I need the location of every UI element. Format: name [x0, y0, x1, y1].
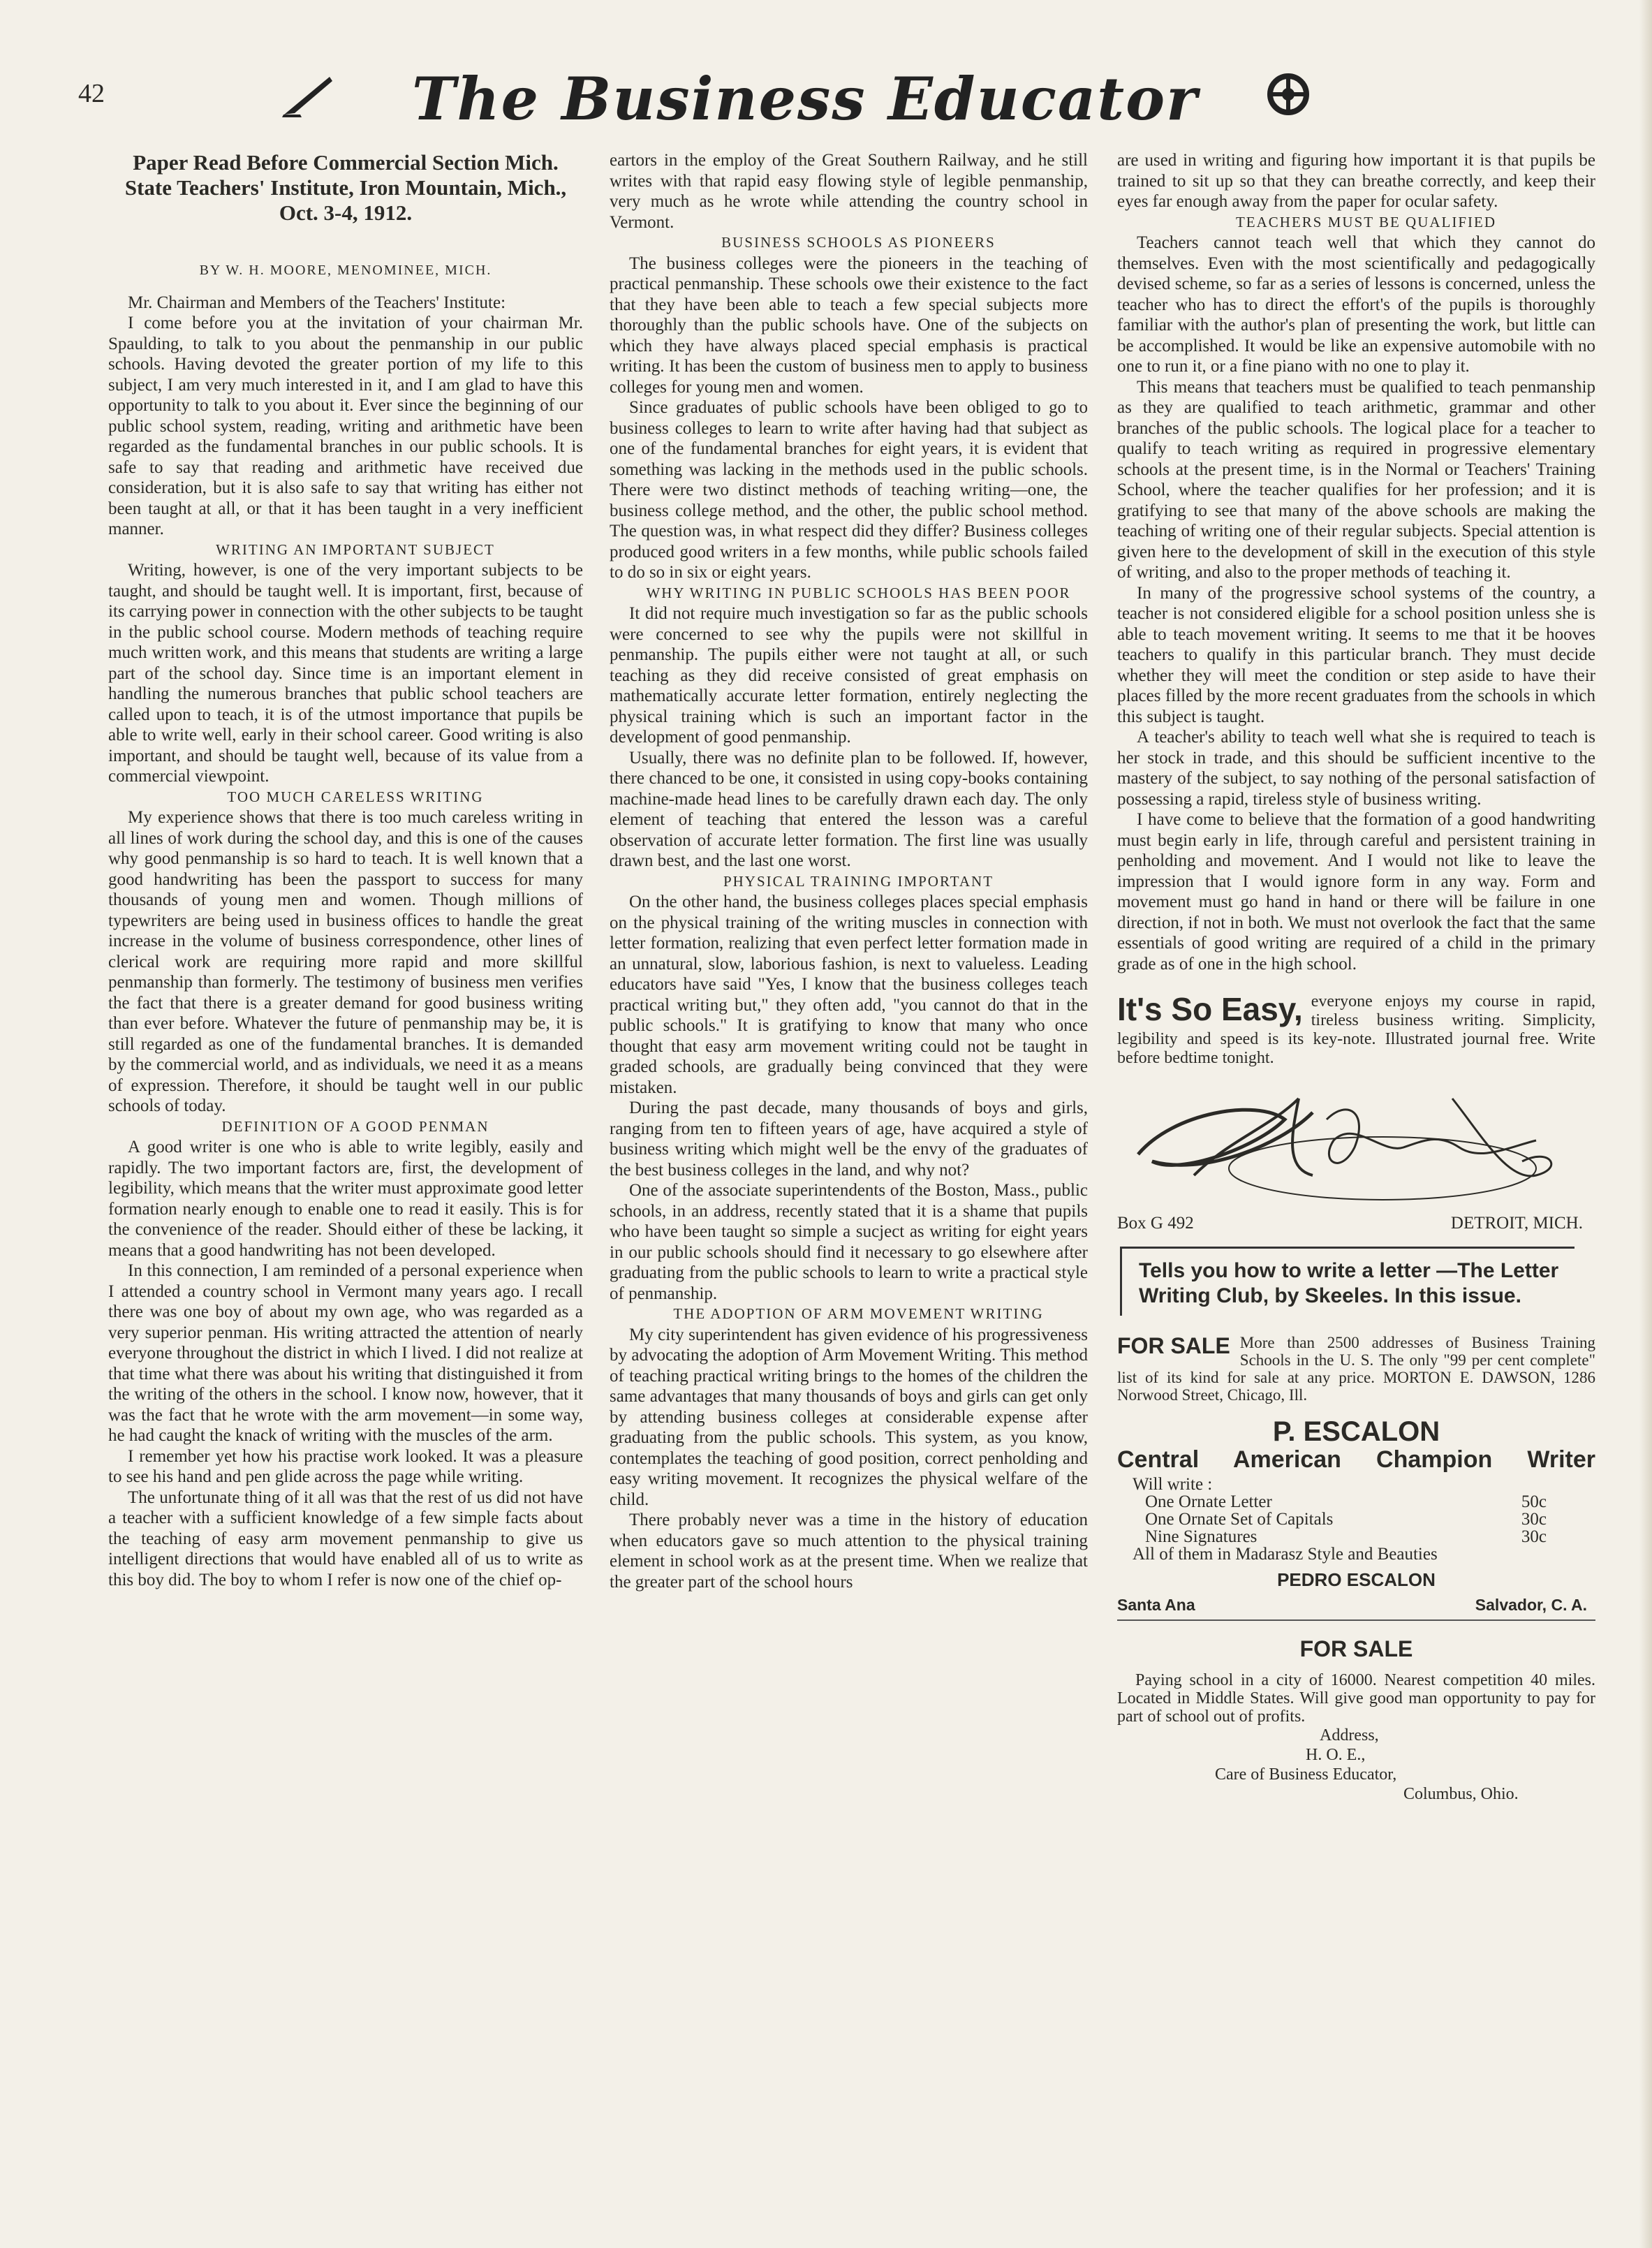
- ad-escalon-item-price: 30c: [1521, 1510, 1547, 1529]
- paragraph: Mr. Chairman and Members of the Teachers' Institute:: [128, 293, 506, 312]
- ad-for-sale-2-text: Paying school in a city of 16000. Nearest competition 40 miles. Located in Middle States. Will give good man opportunity to pay for part of school out of profits.: [1117, 1670, 1595, 1726]
- paragraph: I remember yet how his practise work looked. It was a pleasure to see his hand and pen glide across the page while writing.: [108, 1446, 583, 1486]
- ad-its-so-easy: [1117, 992, 1595, 1068]
- paragraph: The business colleges were the pioneers in the teaching of practical penmanship. These schools owe their existence to the fact that they have been able to teach a few special subjects more thoroughly than the public schools have. One of the subjects on which they have always placed special emphasis is practical writing. It has been the custom of business men to apply to business colleges for young men and women.: [610, 254, 1088, 397]
- column-1: [108, 150, 583, 2175]
- box-city: DETROIT, MICH.: [1450, 1214, 1583, 1233]
- paragraph: My experience shows that there is too much careless writing in all lines of work during the school day, and this is one of the causes why good penmanship is so hard to teach. It is well known that a good handwriting has been the passport to success for many thousands of young men and women. Though millions of typewriters are being used in business offices to handle the great increase in the volume of business correspondence, other lines of clerical work are requiring more rapid and more skillful penmanship than formerly. The testimony of business men verifies the fact that there is a greater demand for good business writing than ever before. Whatever the future of penmanship may be, it is still regarded as one of the fundamental branches. It is demanded by the commercial world, and as individuals, we need it as a means of expression. Therefore, it should be taught well in our public schools of today.: [108, 808, 583, 1115]
- ad-escalon-place-right: Salvador, C. A.: [1475, 1595, 1587, 1614]
- paragraph: I have come to believe that the formation of a good handwriting must begin early in life, through careful and persistent training in penholding and movement. And I would not like to leave the impression that I would ignore form in any way. Form and movement must go hand in hand or there will be failure in one direction, if not in both. We must not overlook the fact that the same essentials of good writing are required of a child in the primary grade as of one in the high school.: [1117, 810, 1595, 974]
- paragraph: In this connection, I am reminded of a personal experience when I attended a country school in Vermont many years ago. I recall there was one boy of about my own age, who was regarded as a very superior penman. His writing attracted the attention of nearly everyone throughout the district in which I lived. I did not realize at that time what there was about his writing that distinguished it from the writing of the others in the school. I know now, however, that it was the fact that he wrote with the arm movement—in some way, he had caught the knack of writing with the muscles of the arm.: [108, 1261, 583, 1445]
- ad-tells-box: Tells you how to write a letter —The Letter Writing Club, by Skeeles. In this issue.: [1120, 1247, 1574, 1316]
- masthead-title: The Business Educator: [412, 64, 1199, 133]
- column-2-body: [610, 150, 1088, 1592]
- section-heading: BUSINESS SCHOOLS AS PIONEERS: [721, 234, 996, 251]
- ad-escalon-item-label: One Ornate Set of Capitals: [1145, 1510, 1334, 1529]
- ad-for-sale-2-address-label: Address,: [1320, 1726, 1379, 1744]
- paragraph: are used in writing and figuring how important it is that pupils be trained to sit up so that they can breathe correctly, and keep their eyes far enough away from the paper for ocular safety.: [1117, 151, 1595, 211]
- box-number: Box G 492: [1117, 1214, 1194, 1233]
- paragraph: A good writer is one who is able to write legibly, easily and rapidly. The two important factors are, first, the development of legibility, which means that the writer must approximate good letter formation nearly enough to enable one to read it easily. This is for the convenience of the reader. Should either of these be lacking, it means that a good handwriting has not been developed.: [108, 1138, 583, 1260]
- paragraph: During the past decade, many thousands of boys and girls, ranging from ten to fifteen years of age, have acquired a style of business writing which might well be the envy of the graduates of the best business colleges in the land, and why not?: [610, 1099, 1088, 1180]
- paragraph: A teacher's ability to teach well what she is required to teach is her stock in trade, and this should be sufficient incentive to the mastery of the subject, to say nothing of the personal satisfaction of possessing a rapid, tireless style of business writing.: [1117, 728, 1595, 809]
- article-byline: BY W. H. MOORE, MENOMINEE, MICH.: [199, 263, 492, 278]
- paragraph: Teachers cannot teach well that which they cannot do themselves. Even with the most scientifically and pedagogically devised scheme, so far as a series of lessons is concerned, unless the teacher who has to direct the effort's of the pupils is thoroughly familiar with the author's plan of presenting the work, but little can be accomplished. It would be like an expensive automobile with no one to run it, or a fine piano with no one to play it.: [1117, 233, 1595, 376]
- section-heading: DEFINITION OF A GOOD PENMAN: [221, 1117, 489, 1135]
- ad-escalon-place: [1117, 1595, 1595, 1622]
- paragraph: There probably never was a time in the history of education when educators gave so much attention to the physical training element in school work as at the present time. When we realize that the greater part of the school hours: [610, 1511, 1088, 1592]
- paragraph: Since graduates of public schools have been obliged to go to business colleges to learn to write after having had that subject as one of the fundamental branches for eight years, it is evident that something was lacking in the methods used in the public schools. There were two distinct methods of teaching writing—one, the business college method, and the other, the public school method. The question was, in what respect did they differ? Business colleges produced good writers in a few months, while public schools failed to do so in six or eight years.: [610, 398, 1088, 582]
- signature-address: [1117, 1213, 1595, 1234]
- column-3: [1117, 150, 1595, 2175]
- section-heading: WHY WRITING IN PUBLIC SCHOOLS HAS BEEN POOR: [646, 584, 1071, 601]
- paragraph: Writing, however, is one of the very important subjects to be taught, and should be taught well. It is important, first, because of its carrying power in connection with the other subjects to be taught in the public school course. Modern methods of teaching require much written work, and this means that students are writing a large part of the school day. Since time is an important element in handling the numerous branches that public school teachers are called upon to teach, it is of the utmost importance that pupils be able to write well, early in their school career. Good writing is also important, and should be taught well, because of its value from a commercial viewpoint.: [108, 561, 583, 786]
- ad-easy-headline: It's So Easy,: [1117, 991, 1303, 1027]
- paragraph: I come before you at the invitation of your chairman Mr. Spaulding, to talk to you about the penmanship in our public schools. Having devoted the greater portion of my life to this subject, I am very much interested in it, and I am glad to have this opportunity to talk to you about it. Ever since the beginning of our public school system, reading, writing and arithmetic have been regarded as the fundamental branches in our public schools. It is safe to say that reading and arithmetic have received due consideration, but it is also safe to say that writing has either not been taught at all, or that it has been taught in a very inefficient manner.: [108, 314, 583, 538]
- ad-escalon-item-label: One Ornate Letter: [1145, 1492, 1272, 1511]
- paragraph: In many of the progressive school systems of the country, a teacher is not considered eligible for a school position unless she is able to teach movement writing. It seems to me that it be hooves teachers to qualify in this particular branch. They must decide whether they will meet the condition or step aside to have their places filled by the more recent graduates from the schools in which this subject is taught.: [1117, 583, 1595, 726]
- paragraph: On the other hand, the business colleges places special emphasis on the physical training of the writing muscles in connection with letter formation, realizing that even perfect letter formation made in an unnatural, slow, laborious fashion, is next to valueless. Leading educators have said "Yes, I know that the business colleges teach practical writing but," they often add, "you cannot do that in the public schools." It is gratifying to know that many who once thought that easy arm movement writing could not be taught in graded schools, are gradually being convinced that they were mistaken.: [610, 892, 1088, 1097]
- emblem-icon: [1264, 70, 1313, 119]
- page-header: [77, 64, 1599, 133]
- ad-escalon-item-label: Nine Signatures: [1145, 1527, 1258, 1546]
- ad-for-sale-1-text: More than 2500 addresses of Business Training Schools in the U. S. The only "99 per cent complete" list of its kind for sale at any price. MORTON E. DAWSON, 1286 Norwood Street, Chicago, Ill.: [1117, 1333, 1595, 1404]
- paragraph: My city superintendent has given evidence of his progressiveness by advocating the adoption of Arm Movement Writing. This method of teaching practical writing brings to the homes of the children the same advantages that many thousands of boys and girls can get only by attending business colleges at considerable expense after graduating from the public schools. This system, as you know, contemplates the teaching of good position, correct penholding and easy writing movement. It recognizes the physical welfare of the child.: [610, 1325, 1088, 1509]
- column-3-body: [1117, 150, 1595, 974]
- ad-escalon-item-price: 50c: [1521, 1492, 1547, 1511]
- column-2: [610, 150, 1088, 2175]
- section-heading: THE ADOPTION OF ARM MOVEMENT WRITING: [673, 1305, 1044, 1322]
- ad-escalon-place-left: Santa Ana: [1117, 1595, 1195, 1614]
- ad-escalon-item: [1117, 1493, 1595, 1511]
- signature-icon: [1117, 1071, 1578, 1210]
- ad-escalon-subtitle: Central American Champion Writer: [1117, 1446, 1595, 1473]
- ad-escalon-item-price: 30c: [1521, 1527, 1547, 1546]
- ad-for-sale-2-addr3: Columbus, Ohio.: [1403, 1784, 1519, 1803]
- ad-escalon-will-write: Will write :: [1133, 1475, 1213, 1494]
- column-1-body: [108, 293, 583, 1591]
- ad-escalon-name: P. ESCALON: [1272, 1416, 1440, 1447]
- ad-for-sale-1-headline: FOR SALE: [1117, 1332, 1230, 1358]
- section-heading: PHYSICAL TRAINING IMPORTANT: [723, 872, 994, 890]
- ad-escalon-pedro: PEDRO ESCALON: [1277, 1569, 1436, 1590]
- ad-escalon-all: All of them in Madarasz Style and Beauties: [1133, 1545, 1438, 1564]
- ad-for-sale-addresses: [1117, 1334, 1595, 1404]
- paragraph: The unfortunate thing of it all was that the rest of us did not have a teacher with a sufficient knowledge of a few simple facts about the teaching of easy arm movement penmanship to give us intelligent directions that would have enabled all of us to write as this boy did. The boy to whom I refer is now one of the chief op-: [108, 1487, 583, 1589]
- section-heading: WRITING AN IMPORTANT SUBJECT: [216, 541, 495, 558]
- paragraph: eartors in the employ of the Great Southern Railway, and he still writes with that rapid easy flowing style of legible penmanship, very much as he wrote while attending the country school in Vermont.: [610, 151, 1088, 232]
- page-edge-shadow: [1639, 0, 1652, 2248]
- quill-icon: [281, 71, 337, 120]
- ad-for-sale-2-addr1: H. O. E.,: [1306, 1745, 1366, 1764]
- paragraph: This means that teachers must be qualified to teach penmanship as they are qualified to teach arithmetic, grammar and other branches of the public schools. The logical place for a teacher to qualify to teach writing as required in progressive elementary schools at the present time, is in the Normal or Teachers' Training School, where the teacher qualifies for her profession; and it is gratifying to see that many of the above schools are making the teaching of writing one of their regular subjects. Special attention is given here to the development of skill in the execution of this style of writing, and also to the proper methods of teaching it.: [1117, 377, 1595, 582]
- paragraph: One of the associate superintendents of the Boston, Mass., public schools, in an address, recently stated that it is a shame that pupils who have been taught so simple a sucject as writing for eight years in our public schools should find it necessary to go elsewhere after graduating from the public schools to learn to write a practical style of penmanship.: [610, 1181, 1088, 1303]
- page-number: 42: [78, 79, 105, 108]
- signature-flourish: [1117, 1071, 1595, 1210]
- ad-for-sale-2-headline: FOR SALE: [1299, 1636, 1413, 1661]
- section-heading: TOO MUCH CARELESS WRITING: [227, 788, 484, 805]
- article-title: Paper Read Before Commercial Section Mich. State Teachers' Institute, Iron Mountain, Mich., Oct. 3-4, 1912.: [124, 150, 567, 225]
- paragraph: It did not require much investigation so far as the public schools were concerned to see why the pupils were not skillful in penmanship. The pupils either were not taught at all, or such teaching as they did receive consisted of great emphasis on mathematically accurate letter formation, entirely neglecting the physical training which is such an important factor in the development of good penmanship.: [610, 604, 1088, 747]
- section-heading: TEACHERS MUST BE QUALIFIED: [1235, 213, 1497, 230]
- paragraph: Usually, there was no definite plan to be followed. If, however, there chanced to be one, it consisted in using copy-books containing machine-made head lines to be carefully drawn each day. The only element of teaching that entered the lesson was a careful observation of accurate letter formation. The first line was usually drawn best, and the last one worst.: [610, 748, 1088, 870]
- ad-easy-text: everyone enjoys my course in rapid, tireless business writing. Simplicity, legibility and speed is its key-note. Illustrated journal free. Write before bedtime tonight.: [1117, 992, 1595, 1067]
- ad-escalon-item: [1117, 1511, 1595, 1528]
- ad-for-sale-2-addr2: Care of Business Educator,: [1215, 1765, 1397, 1784]
- ad-escalon-item: [1117, 1528, 1595, 1545]
